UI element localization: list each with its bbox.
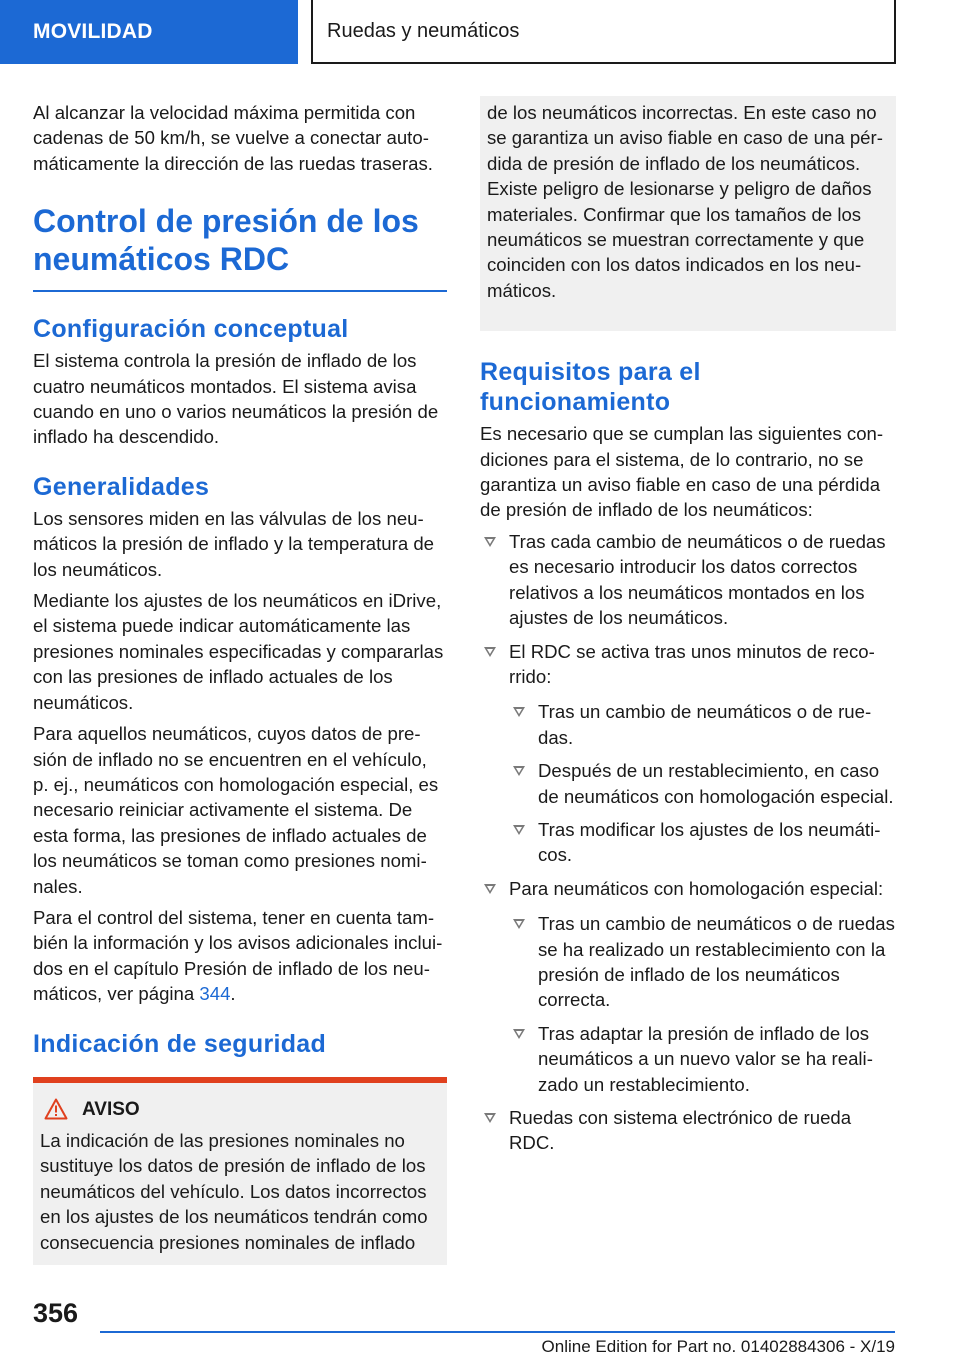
sub-list-item-text: Tras un cambio de neumáticos o de ruedas se ha realizado un restablecimiento con la presión de inflado de los neumáticos correcta. <box>538 913 895 1011</box>
chapter-title: Ruedas y neumáticos <box>311 0 896 64</box>
sub-list <box>509 911 896 1097</box>
warning-header <box>40 1097 439 1122</box>
page-number: 356 <box>33 1298 79 1328</box>
section-tab: MOVILIDAD <box>0 0 298 64</box>
sub-list-item-text: Después de un restablecimiento, en caso de neumáticos con homologación especial. <box>538 760 894 807</box>
sub-list-item <box>509 699 896 750</box>
bullet-triangle-icon <box>513 1029 525 1039</box>
bullet-triangle-icon <box>484 647 496 657</box>
sub-list-item-text: Tras modificar los ajustes de los neumáticos. <box>538 818 881 866</box>
warning-box-continued <box>480 96 896 331</box>
sub-list <box>509 699 896 867</box>
general-heading: Generalidades <box>33 472 210 501</box>
bullet-triangle-icon <box>513 825 525 835</box>
warning-text-continued: de los neumáticos incorrectas. En este caso no se garantiza un aviso fiable en caso de una pérdida de presión de inflado de los neumáticos. Existe peligro de lesionarse y peligro de daños materiales. Confirmar que los tamaños de los neumáticos se muestran correctamente y que coinciden con los datos indicados en los neumáticos. <box>487 102 883 301</box>
list-item <box>480 1105 896 1156</box>
general-paragraph-2: Mediante los ajustes de los neumáticos en iDrive, el sistema puede indicar automáticamente las presiones nominales especificadas y compararlas con las presiones de inflado actuales de los neumáticos. <box>33 590 444 713</box>
bullet-triangle-icon <box>513 766 525 776</box>
sub-list-item <box>509 758 896 809</box>
concept-paragraph: El sistema controla la presión de inflado de los cuatro neumáticos montados. El sistema avisa cuando en uno o varios neumáticos la presión de inflado ha descendido. <box>33 350 439 448</box>
list-item-text: Para neumáticos con homologación especial: <box>509 877 884 899</box>
left-column <box>33 100 447 1265</box>
warning-box <box>33 1077 447 1265</box>
requirements-list <box>480 529 896 1156</box>
list-item <box>480 876 896 1097</box>
safety-heading: Indicación de seguridad <box>33 1029 327 1058</box>
sub-list-item <box>509 1021 896 1097</box>
sub-list-item-text: Tras un cambio de neumáticos o de ruedas. <box>538 701 872 748</box>
general-paragraph-3: Para aquellos neumáticos, cuyos datos de presión de inflado no se encuentren en el vehículo, p. ej., neumáticos con homologación especial, es necesario reiniciar activamente el sistema. De esta forma, las presiones de inflado actuales de los neumáticos se toman como presiones nominales. <box>33 723 439 897</box>
sub-list-item <box>509 817 896 868</box>
right-column <box>480 100 896 1164</box>
bullet-triangle-icon <box>484 1113 496 1123</box>
sub-list-item <box>509 911 896 1013</box>
list-item-text: Tras cada cambio de neumáticos o de ruedas es necesario introducir los datos correctos relativos a los neumáticos montados en los ajustes de los neumáticos. <box>509 530 886 629</box>
list-item-text: El RDC se activa tras unos minutos de recorrido: <box>509 640 875 687</box>
bullet-triangle-icon <box>513 919 525 929</box>
intro-paragraph: Al alcanzar la velocidad máxima permitida con cadenas de 50 km/h, se vuelve a conectar automáticamente la dirección de las ruedas traseras. <box>33 102 433 174</box>
general-paragraph-4-text: Para el control del sistema, tener en cuenta también la información y los avisos adicionales incluidos en el capítulo Presión de inflado de los neumáticos, ver página <box>33 906 443 1005</box>
bullet-triangle-icon <box>484 537 496 547</box>
general-paragraph-1: Los sensores miden en las válvulas de los neumáticos la presión de inflado y la temperatura de los neumáticos. <box>33 507 435 580</box>
bullet-triangle-icon <box>513 707 525 717</box>
sub-list-item-text: Tras adaptar la presión de inflado de los neumáticos a un nuevo valor se ha realizado un restablecimiento. <box>538 1022 873 1095</box>
general-paragraph-4 <box>33 905 447 1007</box>
list-item <box>480 639 896 868</box>
warning-text: La indicación de las presiones nominales no sustituye los datos de presión de inflado de los neumáticos del vehículo. Los datos incorrectos en los ajustes de los neumáticos tendrán como consecuencia presiones nominales de inflado <box>40 1129 428 1253</box>
concept-heading: Configuración conceptual <box>33 315 349 344</box>
edition-note: Online Edition for Part no. 01402884306 - X/19 <box>541 1337 895 1356</box>
requirements-paragraph: Es necesario que se cumplan las siguientes condiciones para el sistema, de lo contrario, no se garantiza un aviso fiable en caso de una pérdida de presión de inflado de los neumáticos: <box>480 423 884 521</box>
warning-label: AVISO <box>82 1098 140 1120</box>
list-item <box>480 529 896 631</box>
general-paragraph-4-end: . <box>230 983 236 1005</box>
bullet-triangle-icon <box>484 884 496 894</box>
page-title: Control de presión de los neumáticos RDC <box>33 202 447 292</box>
page-reference-link[interactable]: 344 <box>199 983 231 1005</box>
list-item-text: Ruedas con sistema electrónico de rueda RDC. <box>509 1107 852 1154</box>
warning-triangle-icon <box>44 1098 68 1120</box>
requirements-heading: Requisitos para el funcionamiento <box>480 358 701 417</box>
footer-divider <box>100 1331 895 1333</box>
